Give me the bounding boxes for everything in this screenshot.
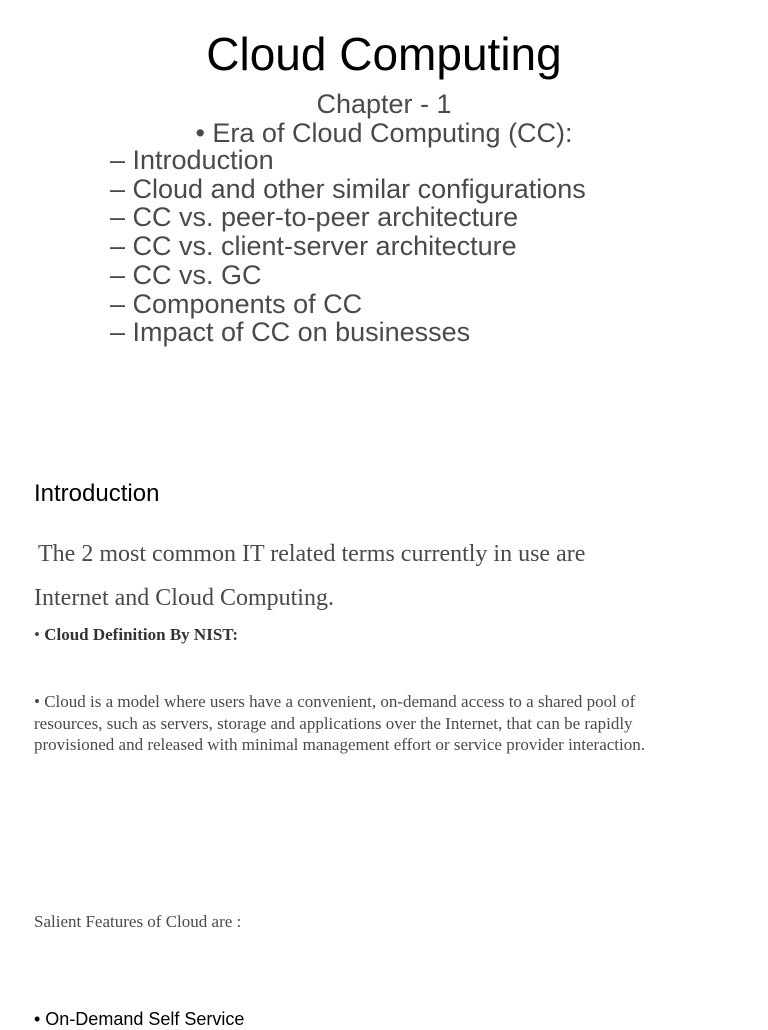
nist-definition-heading	[34, 624, 238, 646]
outline-item: – Cloud and other similar configurations	[110, 173, 586, 204]
outline-item: – Components of CC	[110, 288, 363, 319]
introduction-line: The 2 most common IT related terms currently in use are	[38, 541, 586, 567]
definition-line: • Cloud is a model where users have a convenient, on-demand access to a shared pool of	[34, 692, 636, 711]
definition-line: provisioned and released with minimal management effort or service provider interaction.	[34, 735, 646, 754]
outline-item: – CC vs. client-server architecture	[110, 231, 517, 262]
introduction-paragraph	[34, 532, 734, 620]
feature-item: • On-Demand Self Service	[34, 1009, 245, 1029]
chapter-heading: Chapter - 1	[316, 89, 452, 119]
outline-item: – Introduction	[110, 145, 274, 175]
bullet: •	[34, 625, 40, 644]
outline-item: – Impact of CC on businesses	[110, 317, 471, 348]
outline-item: – CC vs. peer-to-peer architecture	[110, 202, 519, 233]
definition-line: resources, such as servers, storage and applications over the Internet, that can be rapidly	[34, 713, 633, 733]
introduction-heading: Introduction	[34, 480, 160, 507]
chapter-outline	[110, 146, 586, 347]
nist-definition-label: Cloud Definition By NIST:	[44, 625, 239, 644]
introduction-line: Internet and Cloud Computing.	[34, 585, 334, 611]
salient-features-heading: Salient Features of Cloud are :	[34, 912, 242, 931]
era-heading: • Era of Cloud Computing (CC):	[195, 118, 573, 148]
outline-item: – CC vs. GC	[110, 259, 262, 290]
cloud-definition-paragraph	[34, 691, 734, 756]
page-title: Cloud Computing	[206, 28, 562, 80]
